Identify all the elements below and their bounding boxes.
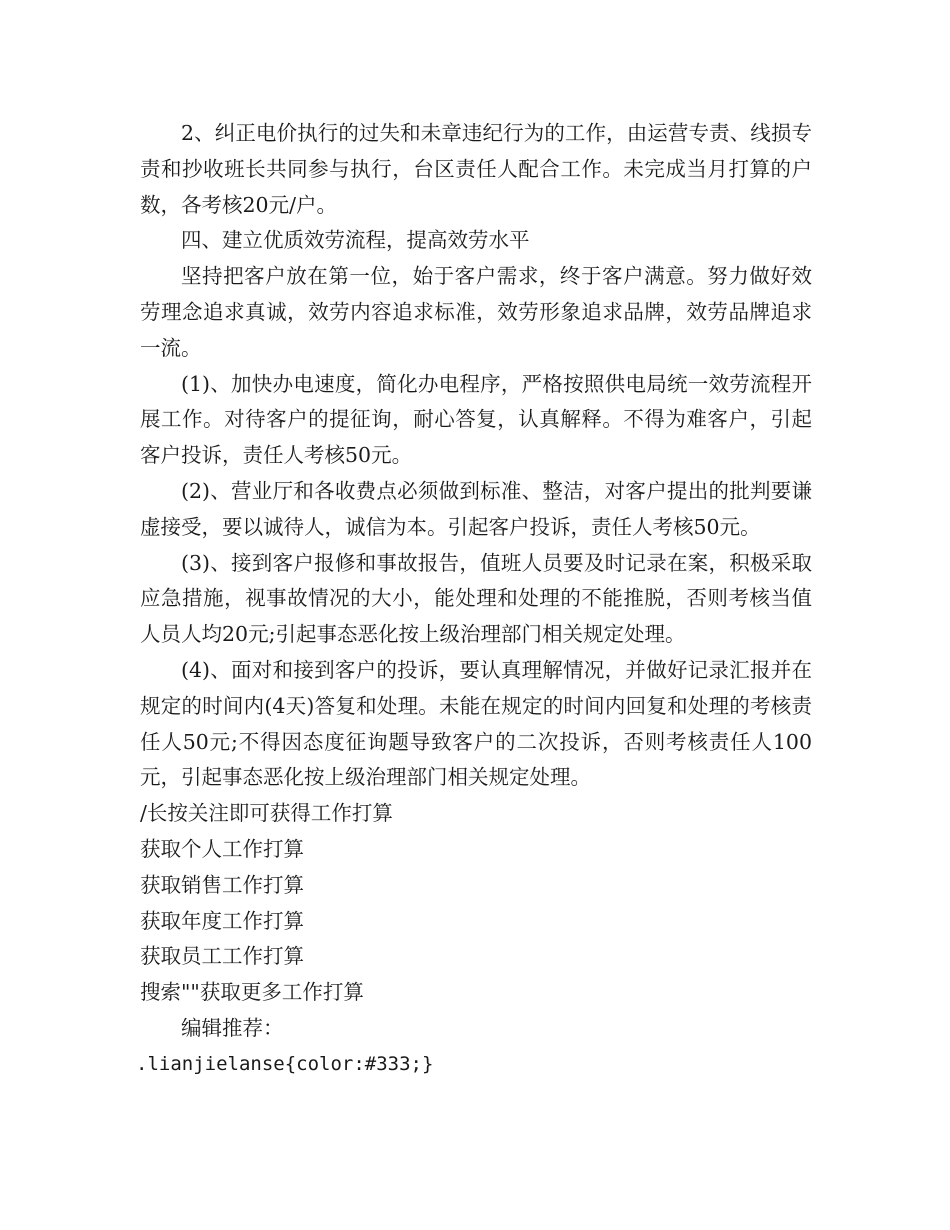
follow-prompt: /长按关注即可获得工作打算 [140,801,393,826]
link-employee-plan[interactable]: 获取员工工作打算 [140,944,304,969]
paragraph-item-2: (2)、营业厅和各收费点必须做到标准、整洁，对客户提出的批判要谦虚接受，要以诚待人，诚信为本。引起客户投诉，责任人考核50元。 [140,478,812,539]
css-snippet-text: .lianjielanse{color:#333;} [136,1052,434,1075]
paragraph-item-3: (3)、接到客户报修和事故报告，值班人员要及时记录在案，积极采取应急措施，视事故情况的大小，能处理和处理的不能推脱，否则考核当值人员人均20元;引起事态恶化按上级治理部门相关规定处理。 [140,550,812,647]
paragraph-customer-first: 坚持把客户放在第一位，始于客户需求，终于客户满意。努力做好效劳理念追求真诚，效劳内容追求标准，效劳形象追求品牌，效劳品牌追求一流。 [140,264,812,360]
document-body [136,116,812,1083]
paragraph-item-4: (4)、面对和接到客户的投诉，要认真理解情况，并做好记录汇报并在规定的时间内(4天)答复和处理。未能在规定的时间内回复和处理的考核责任人50元;不得因态度征询题导致客户的二次投诉，否则考核责任人100元，引起事态恶化按上级治理部门相关规定处理。 [140,657,812,790]
paragraph-item-1: (1)、加快办电速度，简化办电程序，严格按照供电局统一效劳流程开展工作。对待客户的提征询，耐心答复，认真解释。不得为难客户，引起客户投诉，责任人考核50元。 [140,371,812,468]
section-heading-service-process: 四、建立优质效劳流程，提高效劳水平 [181,228,530,253]
paragraph-tariff-correction: 2、纠正电价执行的过失和未章违纪行为的工作，由运营专责、线损专责和抄收班长共同参与执行，台区责任人配合工作。未完成当月打算的户数，各考核20元/户。 [140,121,812,217]
link-search-more[interactable]: 搜索""获取更多工作打算 [140,980,364,1005]
link-annual-plan[interactable]: 获取年度工作打算 [140,908,304,933]
link-sales-plan[interactable]: 获取销售工作打算 [140,872,304,897]
editor-recommend-label: 编辑推荐： [181,1015,284,1040]
link-personal-plan[interactable]: 获取个人工作打算 [140,836,304,861]
